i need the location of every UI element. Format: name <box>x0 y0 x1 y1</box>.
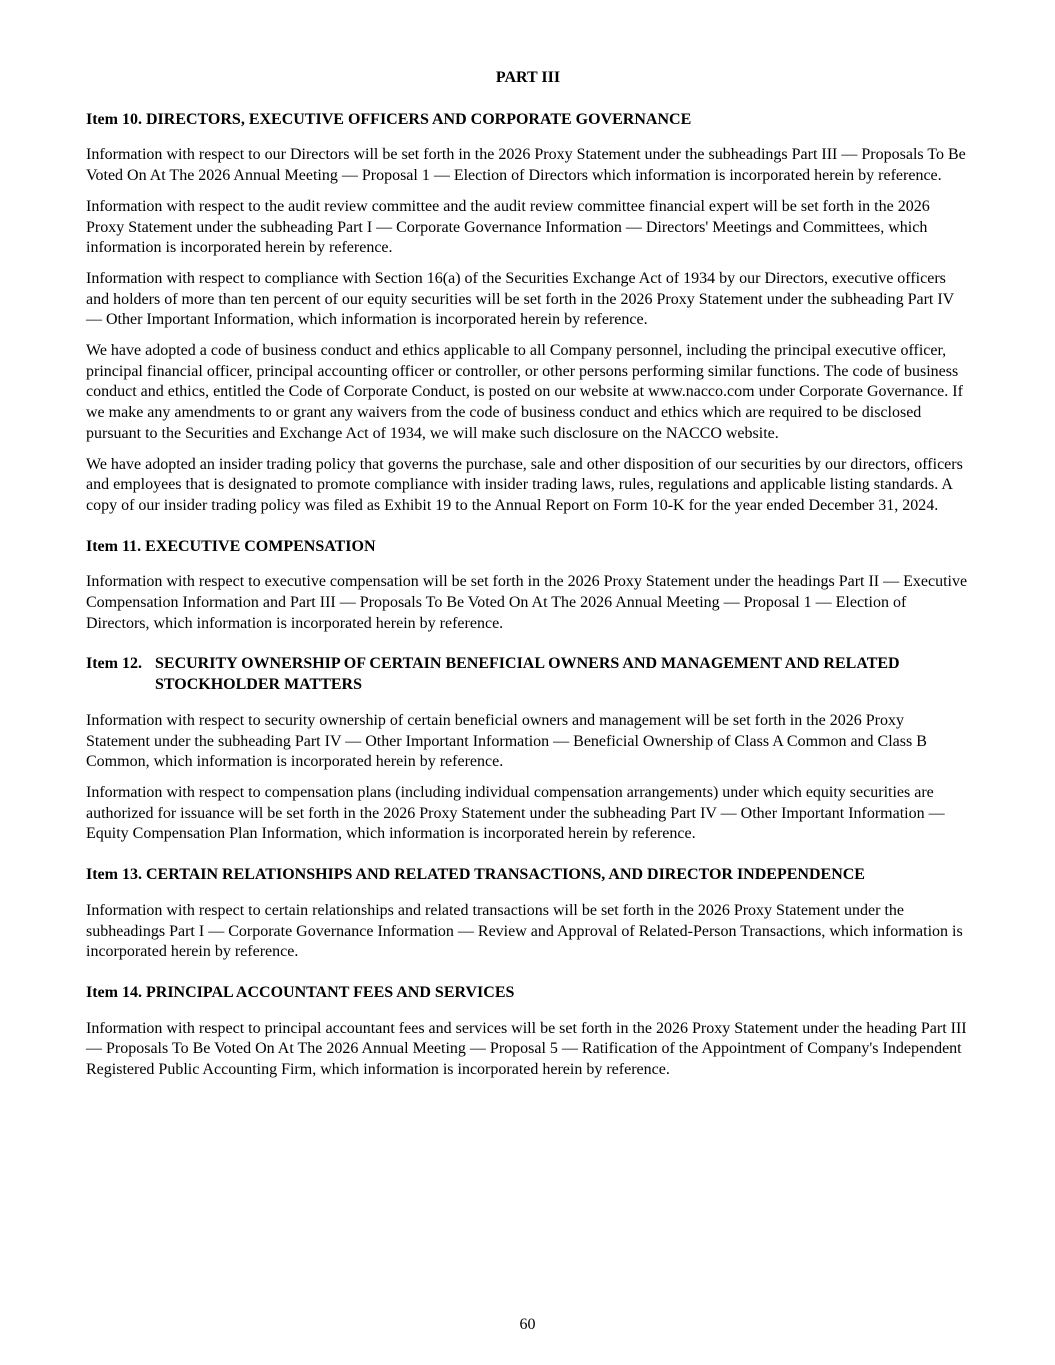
paragraph: Information with respect to compensation plans (including individual compensation arrangements) under which equity securities are authorized for issuance will be set forth in the 2026 Proxy Statement under the subheading Part IV — Other Important Information — Equity Compensation Plan Information, which information is incorporated herein by reference. <box>86 783 945 843</box>
item-12-heading <box>86 654 970 695</box>
part-title: PART III <box>495 69 561 86</box>
item-14-heading: Item 14. PRINCIPAL ACCOUNTANT FEES AND SERVICES <box>86 983 515 1001</box>
paragraph: Information with respect to the audit review committee and the audit review committee financial expert will be set forth in the 2026 Proxy Statement under the subheading Part I — Corporate Governance Information — Directors' Meetings and Committees, which information is incorporated herein by reference. <box>86 197 930 257</box>
item-12-title: SECURITY OWNERSHIP OF CERTAIN BENEFICIAL OWNERS AND MANAGEMENT AND RELATED STOCKHOLDER MATTERS <box>155 655 900 694</box>
paragraph: Information with respect to executive compensation will be set forth in the 2026 Proxy Statement under the headings Part II — Executive Compensation Information and Part III — Proposals To Be Voted On At The 2026 Annual Meeting — Proposal 1 — Election of Directors, which information is incorporated herein by reference. <box>86 573 968 632</box>
item-10-heading: Item 10. DIRECTORS, EXECUTIVE OFFICERS AND CORPORATE GOVERNANCE <box>86 110 692 128</box>
item-13-heading: Item 13. CERTAIN RELATIONSHIPS AND RELATED TRANSACTIONS, AND DIRECTOR INDEPENDENCE <box>86 866 865 884</box>
paragraph: Information with respect to security ownership of certain beneficial owners and management will be set forth in the 2026 Proxy Statement under the subheading Part IV — Other Important Information — Beneficial Ownership of Class A Common and Class B Common, which information is incorporated herein by reference. <box>86 711 927 771</box>
paragraph: Information with respect to certain relationships and related transactions will be set forth in the 2026 Proxy Statement under the subheadings Part I — Corporate Governance Information — Review and Approval of Related-Person Transactions, which information is incorporated herein by reference. <box>86 901 963 961</box>
paragraph: Information with respect to compliance with Section 16(a) of the Securities Exchange Act of 1934 by our Directors, executive officers and holders of more than ten percent of our equity securities will be set forth in the 2026 Proxy Statement under the subheading Part IV — Other Important Information, which information is incorporated herein by reference. <box>86 269 954 329</box>
paragraph: We have adopted a code of business conduct and ethics applicable to all Company personnel, including the principal executive officer, principal financial officer, principal accounting officer or controller, or other persons performing similar functions. The code of business conduct and ethics, entitled the Code of Corporate Conduct, is posted on our website at www.nacco.com under Corporate Governance. If we make any amendments to or grant any waivers from the code of business conduct and ethics which are required to be disclosed pursuant to the Securities and Exchange Act of 1934, we will make such disclosure on the NACCO website. <box>86 342 963 442</box>
document-page <box>86 68 970 1091</box>
page-number: 60 <box>519 1316 536 1333</box>
paragraph: We have adopted an insider trading policy that governs the purchase, sale and other disposition of our securities by our directors, officers and employees that is designated to promote compliance with insider trading laws, rules, regulations and applicable listing standards. A copy of our insider trading policy was filed as Exhibit 19 to the Annual Report on Form 10-K for the year ended December 31, 2024. <box>86 455 963 514</box>
item-11-heading: Item 11. EXECUTIVE COMPENSATION <box>86 537 376 555</box>
paragraph: Information with respect to principal accountant fees and services will be set forth in the 2026 Proxy Statement under the heading Part III — Proposals To Be Voted On At The 2026 Annual Meeting — Proposal 5 — Ratification of the Appointment of Company's Independent Registered Public Accounting Firm, which information is incorporated herein by reference. <box>86 1019 967 1079</box>
item-12-number: Item 12. <box>86 655 142 673</box>
paragraph: Information with respect to our Directors will be set forth in the 2026 Proxy Statement under the subheadings Part III — Proposals To Be Voted On At The 2026 Annual Meeting — Proposal 1 — Election of Directors which information is incorporated herein by reference. <box>86 146 966 185</box>
